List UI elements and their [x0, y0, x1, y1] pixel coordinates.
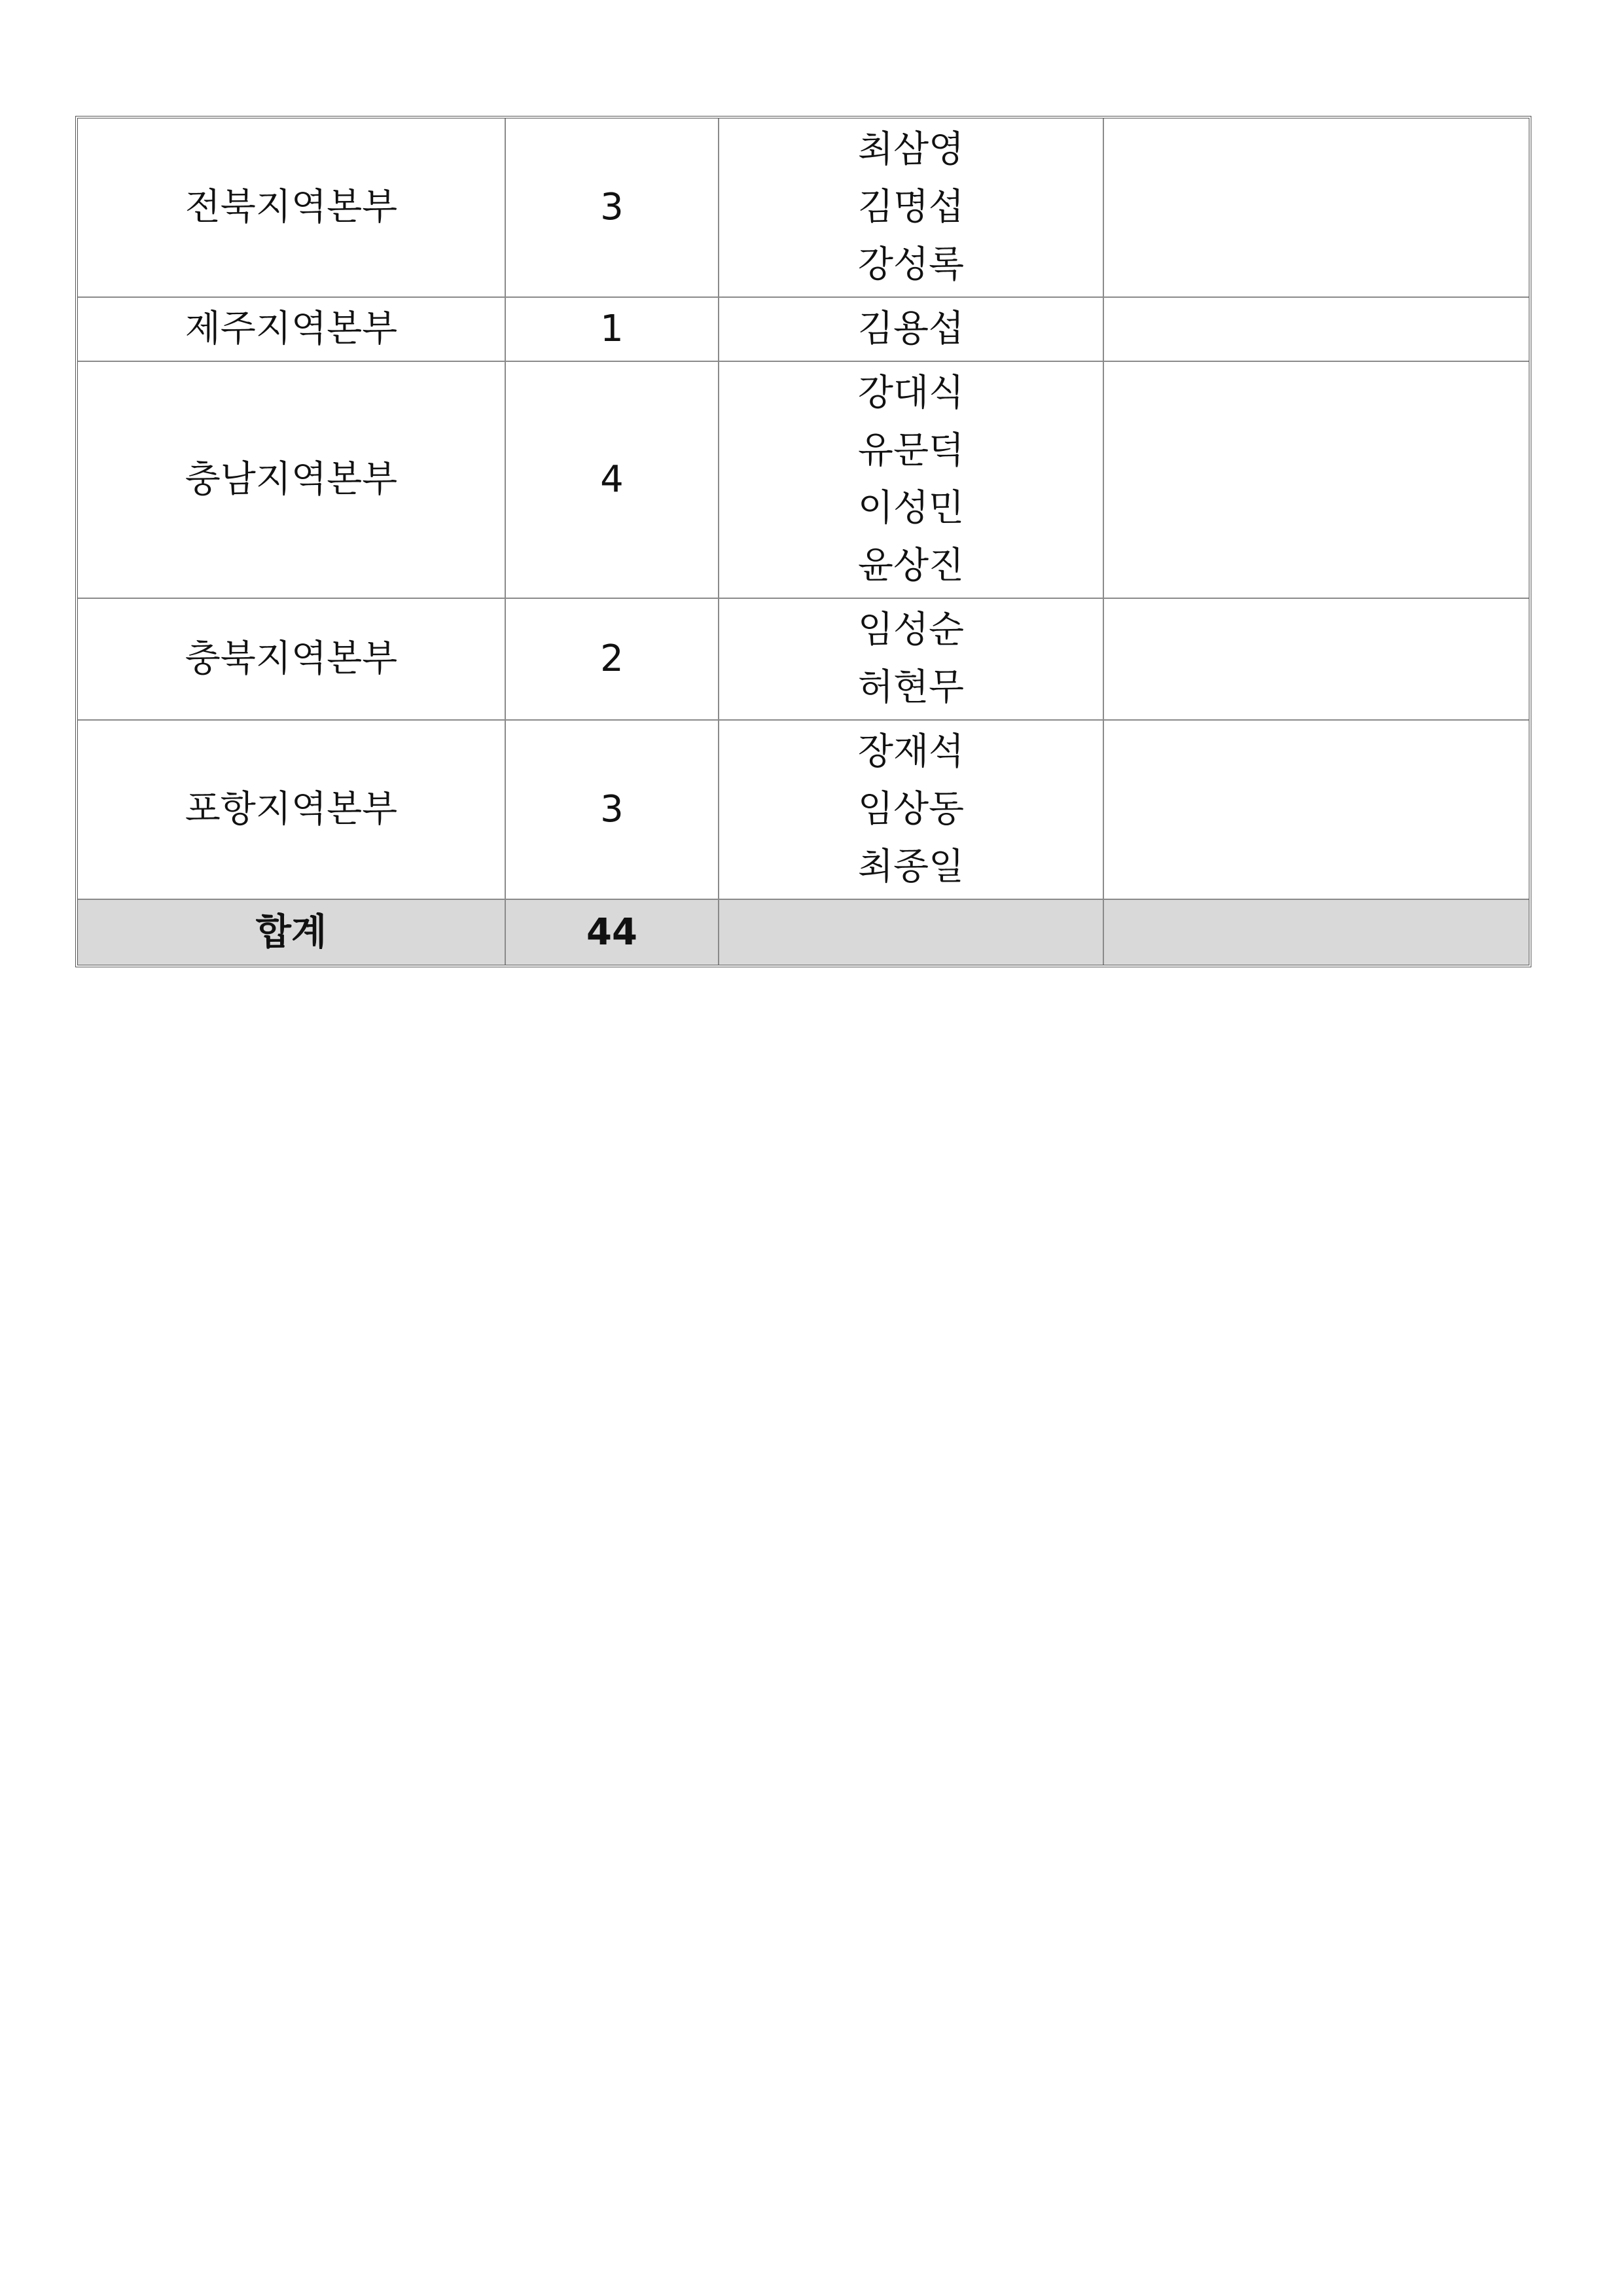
region-cell: 충북지역본부	[78, 598, 505, 720]
names-cell	[719, 720, 1103, 899]
member-name: 김명섭	[857, 186, 965, 228]
count-cell: 1	[505, 297, 719, 361]
count-cell: 2	[505, 598, 719, 720]
member-name: 윤상진	[857, 545, 965, 587]
count-cell: 4	[505, 361, 719, 598]
total-count: 44	[505, 899, 719, 965]
count-cell: 3	[505, 720, 719, 899]
note-cell	[1103, 297, 1529, 361]
names-cell	[719, 297, 1103, 361]
member-table-grid	[78, 118, 1529, 965]
total-names	[719, 899, 1103, 965]
table-row	[78, 118, 1529, 297]
table-row	[78, 361, 1529, 598]
member-name: 유문덕	[857, 429, 965, 472]
total-note	[1103, 899, 1529, 965]
note-cell	[1103, 118, 1529, 297]
member-name: 강대식	[857, 372, 965, 414]
member-name: 임성순	[857, 609, 965, 651]
member-name: 허현무	[857, 666, 965, 709]
member-name: 임상동	[857, 788, 965, 831]
total-row	[78, 899, 1529, 965]
member-table	[75, 116, 1531, 967]
member-name: 김용섭	[857, 308, 965, 350]
member-name: 장재석	[857, 730, 965, 773]
names-cell	[719, 598, 1103, 720]
count-cell: 3	[505, 118, 719, 297]
member-name: 최삼영	[857, 128, 965, 171]
member-name: 최종일	[857, 846, 965, 888]
names-cell	[719, 118, 1103, 297]
total-label: 합계	[78, 899, 505, 965]
region-cell: 포항지역본부	[78, 720, 505, 899]
note-cell	[1103, 720, 1529, 899]
region-cell: 전북지역본부	[78, 118, 505, 297]
member-name: 강성록	[857, 243, 965, 286]
region-cell: 충남지역본부	[78, 361, 505, 598]
member-name: 이성민	[857, 487, 965, 529]
table-row	[78, 297, 1529, 361]
names-cell	[719, 361, 1103, 598]
table-row	[78, 598, 1529, 720]
table-body	[78, 118, 1529, 965]
region-cell: 제주지역본부	[78, 297, 505, 361]
note-cell	[1103, 598, 1529, 720]
note-cell	[1103, 361, 1529, 598]
table-row	[78, 720, 1529, 899]
